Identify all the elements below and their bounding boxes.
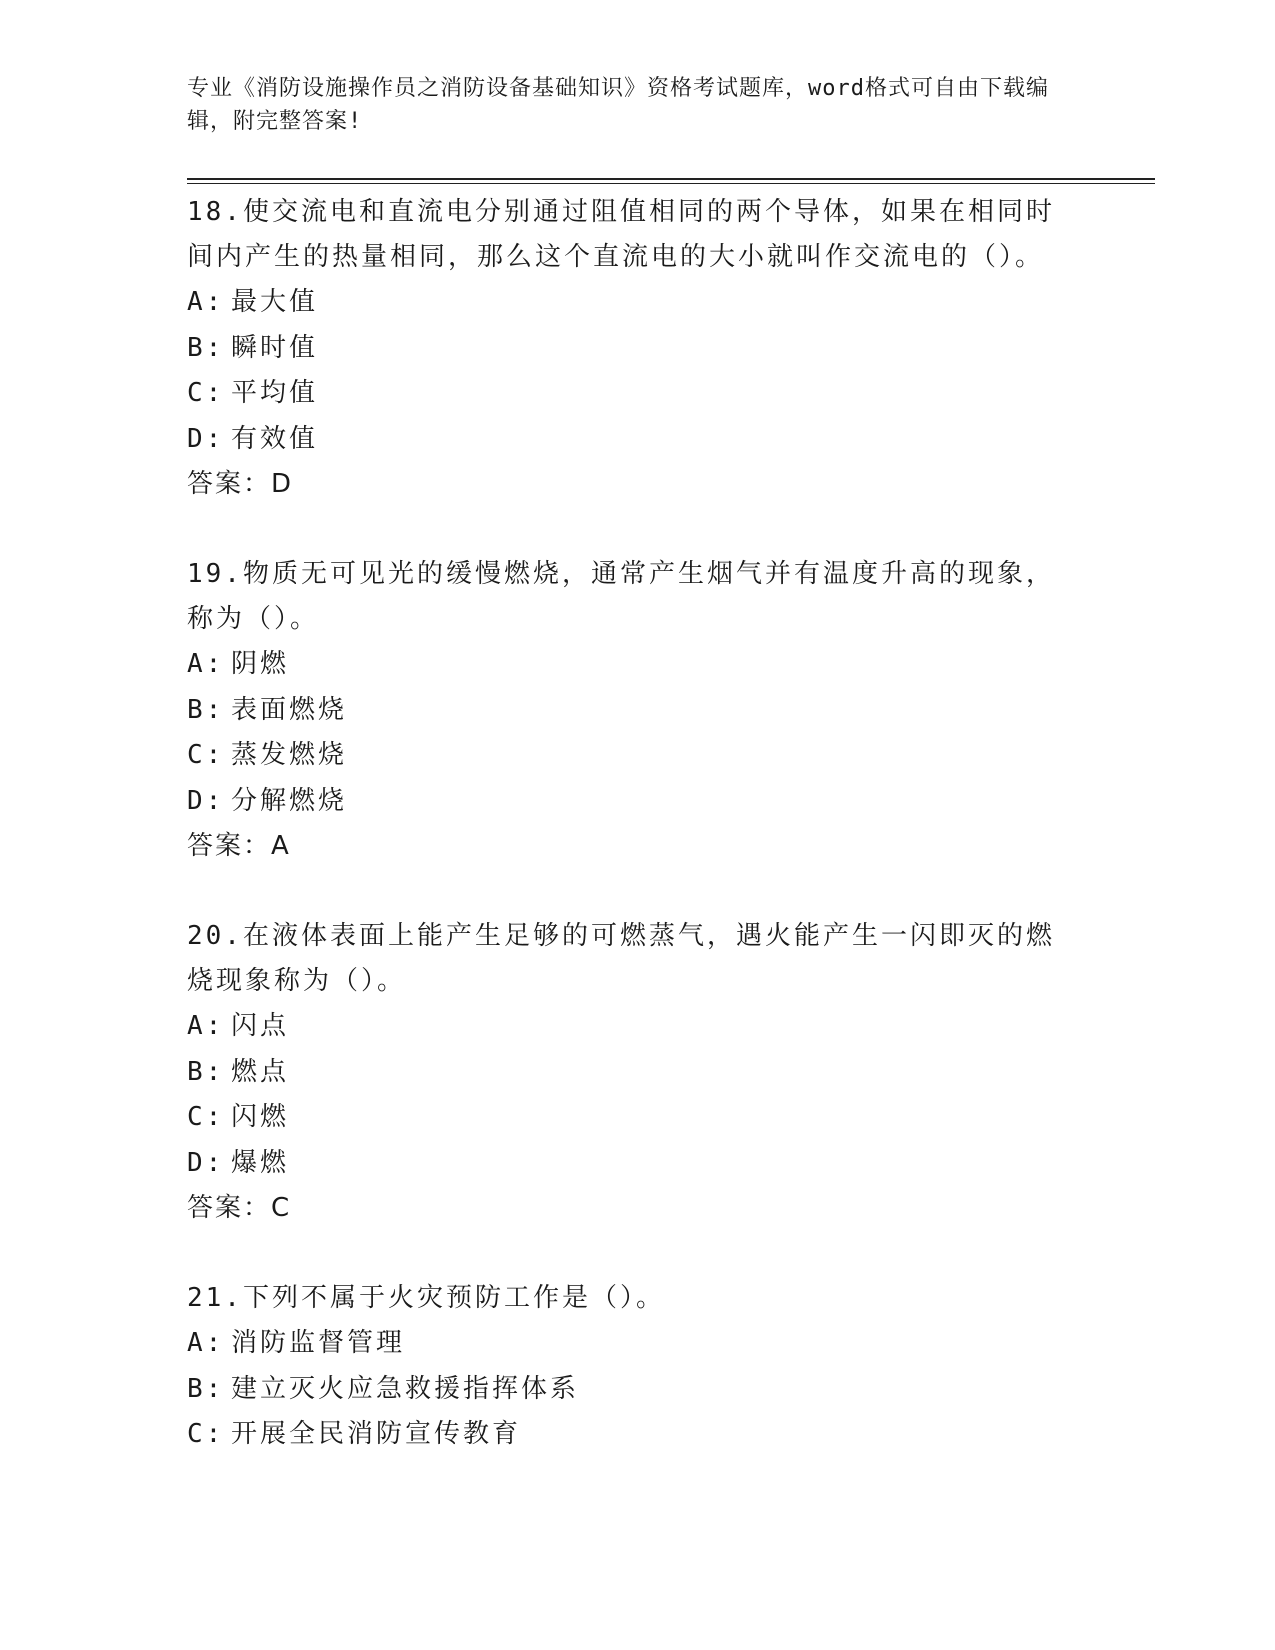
- option-key: D:: [187, 1147, 225, 1178]
- option-a: [187, 1321, 1067, 1367]
- option-text: 燃点: [231, 1056, 290, 1087]
- option-text: 闪燃: [231, 1102, 290, 1132]
- option-key: A:: [187, 287, 225, 317]
- header-text: 专业《消防设施操作员之消防设备基础知识》资格考试题库，word格式可自由下载编辑，附完整答案!: [187, 76, 1049, 134]
- option-b: [187, 1367, 1067, 1413]
- option-text: 开展全民消防宣传教育: [231, 1419, 522, 1449]
- option-key: B:: [187, 332, 225, 363]
- option-b: [187, 1050, 1067, 1096]
- option-key: B:: [187, 1056, 225, 1087]
- option-c: [187, 371, 1067, 417]
- option-text: 瞬时值: [231, 332, 319, 363]
- option-c: [187, 1095, 1067, 1141]
- answer: 答案：A: [187, 831, 291, 861]
- option-key: A:: [187, 649, 225, 679]
- option-key: C:: [187, 740, 225, 770]
- option-a: [187, 642, 1067, 688]
- option-c: [187, 1412, 1067, 1458]
- option-key: C:: [187, 1102, 225, 1132]
- answer: 答案：D: [187, 469, 294, 499]
- option-key: D:: [187, 785, 225, 816]
- question-stem: 19.物质无可见光的缓慢燃烧，通常产生烟气并有温度升高的现象，称为（）。: [187, 559, 1055, 634]
- option-a: [187, 280, 1067, 326]
- question-stem: 21.下列不属于火灾预防工作是（）。: [187, 1283, 665, 1313]
- question-stem: 20.在液体表面上能产生足够的可燃蒸气，遇火能产生一闪即灭的燃烧现象称为（）。: [187, 921, 1055, 996]
- header-divider-thin: [187, 183, 1155, 184]
- question-19: [187, 552, 1067, 869]
- question-20: [187, 914, 1067, 1231]
- option-key: A:: [187, 1328, 225, 1358]
- option-text: 闪点: [231, 1011, 290, 1041]
- option-key: B:: [187, 694, 225, 725]
- option-key: C:: [187, 1419, 225, 1449]
- option-d: [187, 1141, 1067, 1187]
- option-d: [187, 417, 1067, 463]
- option-text: 蒸发燃烧: [231, 740, 348, 770]
- header-divider: [187, 178, 1155, 180]
- option-key: A:: [187, 1011, 225, 1041]
- option-key: C:: [187, 378, 225, 408]
- option-text: 建立灭火应急救援指挥体系: [231, 1373, 580, 1404]
- option-a: [187, 1004, 1067, 1050]
- option-key: B:: [187, 1373, 225, 1404]
- question-stem: 18.使交流电和直流电分别通过阻值相同的两个导体，如果在相同时间内产生的热量相同，那么这个直流电的大小就叫作交流电的（）。: [187, 197, 1055, 272]
- option-text: 消防监督管理: [231, 1328, 406, 1358]
- option-c: [187, 733, 1067, 779]
- option-text: 阴燃: [231, 649, 290, 679]
- option-b: [187, 326, 1067, 372]
- option-d: [187, 779, 1067, 825]
- option-key: D:: [187, 423, 225, 454]
- option-text: 有效值: [231, 423, 319, 454]
- option-text: 平均值: [231, 378, 319, 408]
- question-21: [187, 1276, 1067, 1458]
- option-text: 分解燃烧: [231, 785, 348, 816]
- answer: 答案：C: [187, 1193, 292, 1223]
- option-text: 最大值: [231, 287, 319, 317]
- option-text: 爆燃: [231, 1147, 290, 1178]
- option-b: [187, 688, 1067, 734]
- document-header: [187, 72, 1067, 138]
- question-18: [187, 190, 1067, 507]
- option-text: 表面燃烧: [231, 694, 348, 725]
